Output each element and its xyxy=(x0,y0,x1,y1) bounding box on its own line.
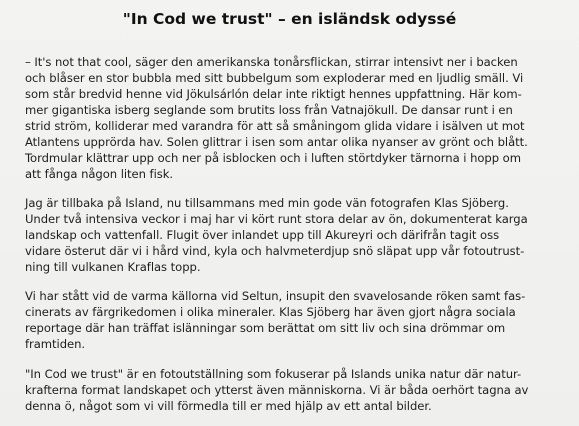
text-line: Under två intensiva veckor i maj har vi kört runt stora delar av ön, dokumenterat karga xyxy=(25,212,528,227)
text-line: framtiden. xyxy=(25,337,86,352)
text-line: mer gigantiska isberg seglande som brutits loss från Vatnajökull. De dansar runt i en xyxy=(25,102,513,117)
text-line: krafterna format landskapet och ytterst även människorna. Vi är båda oerhört tagna av xyxy=(25,382,529,397)
text-line: – It's not that cool, säger den amerikanska tonårsflickan, stirrar intensivt ner i backen xyxy=(25,55,518,69)
text-line: Atlantens upprörda hav. Solen glittrar i isen som antar olika nyanser av grönt och blått. xyxy=(25,134,528,149)
paragraph-4 xyxy=(25,367,560,415)
page-title: "In Cod we trust" – en isländsk odyssé xyxy=(122,10,457,28)
paragraph-2 xyxy=(25,196,560,276)
text-line: som står bredvid henne vid Jökulsárlón delar inte riktigt hennes uppfattning. Här kom- xyxy=(25,86,522,101)
text-line: och blåser en stor bubbla med sitt bubbelgum som exploderar med en ljudlig smäll. Vi xyxy=(25,70,524,85)
text-line: cinerats av färgrikedomen i olika mineraler. Klas Sjöberg har även gjort några sociala xyxy=(25,305,516,320)
text-line: vidare österut där vi i hård vind, kyla och halvmeterdjup snö släpat upp vår fotoutrust- xyxy=(25,243,525,258)
text-line: reportage där han träffat islänningar som berättat om sitt liv och sina drömmar om xyxy=(25,321,506,336)
text-line: strid ström, kolliderar med varandra för att så småningom glida vidare i isälven ut mot xyxy=(25,118,525,133)
text-line: ning till vulkanen Kraflas topp. xyxy=(25,259,201,274)
text-line: Vi har stått vid de varma källorna vid Seltun, insupit den svavelosande röken samt fas- xyxy=(25,289,526,304)
text-line: denna ö, något som vi vill förmedla till er med hjälp av ett antal bilder. xyxy=(25,398,432,413)
text-line: Jag är tillbaka på Island, nu tillsammans med min gode vän fotografen Klas Sjöberg. xyxy=(25,196,509,211)
text-line: landskap och vattenfall. Flugit över inlandet upp till Akureyri och därifrån tagit oss xyxy=(25,228,500,243)
paragraph-1 xyxy=(25,55,560,183)
paragraph-3 xyxy=(25,289,560,353)
article-body xyxy=(25,55,560,426)
text-line: "In Cod we trust" är en fotoutställning som fokuserar på Islands unika natur där natur- xyxy=(25,366,522,381)
text-line: att fånga någon liten fisk. xyxy=(25,166,174,181)
text-line: Tordmular klättrar upp och ner på isblocken och i luften störtdyker tärnorna i hopp om xyxy=(25,150,521,165)
